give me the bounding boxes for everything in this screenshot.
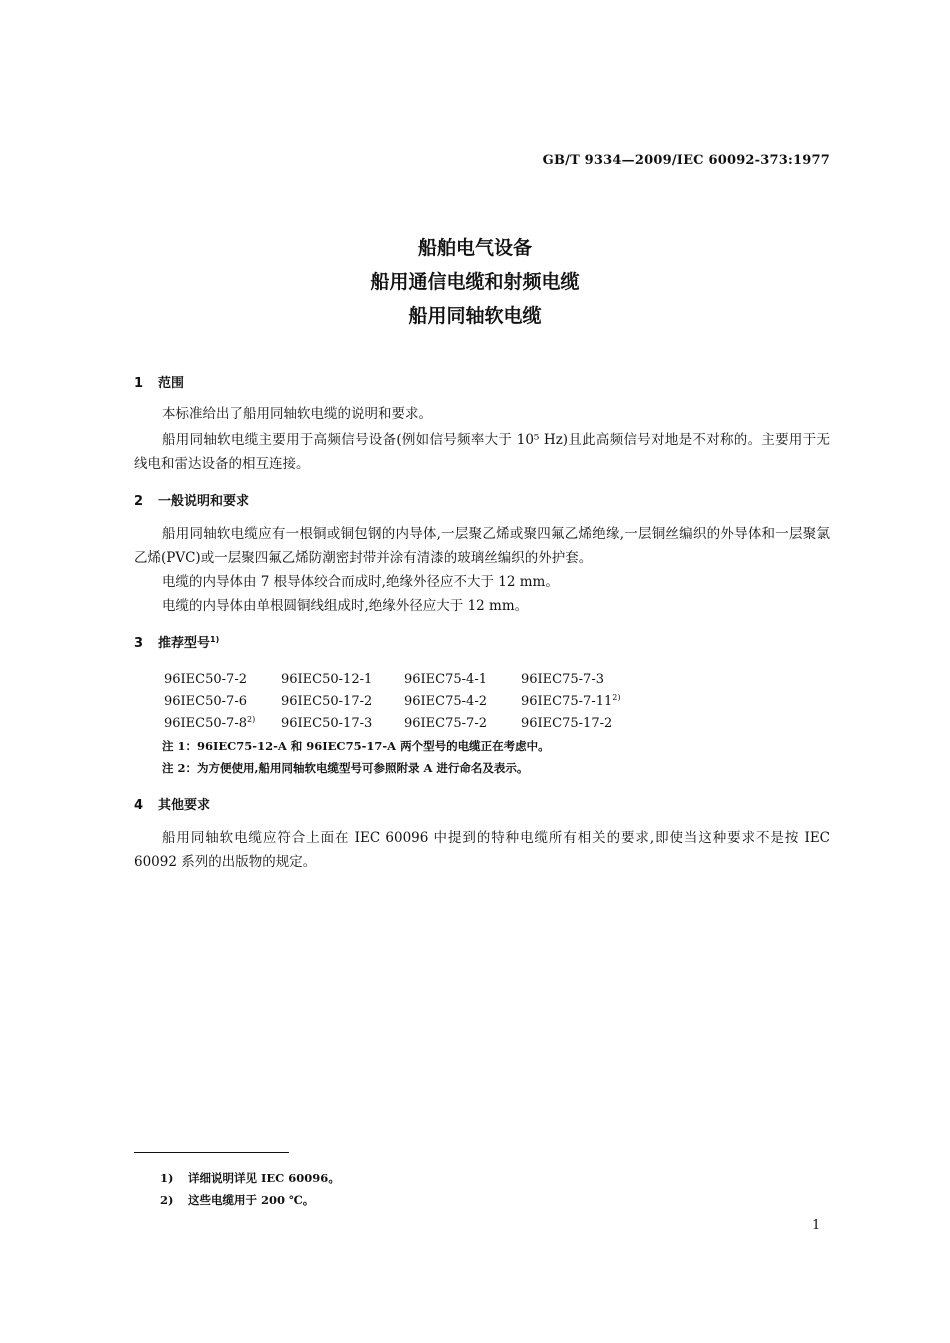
footnote-text: 这些电缆用于 200 ℃。 <box>188 1193 315 1207</box>
section-title: 其他要求 <box>158 798 211 813</box>
section-2-para-3: 电缆的内导体由单根圆铜线组成时,绝缘外径应大于 12 mm。 <box>162 598 529 614</box>
footnote-mark: 2) <box>160 1193 174 1207</box>
page-number: 1 <box>812 1218 821 1233</box>
model-cell: 96IEC50-7-2 <box>164 671 247 687</box>
note-1: 注 1：96IEC75-12-A 和 96IEC75-17-A 两个型号的电缆正在考虑中。 <box>162 739 550 753</box>
section-number: 2 <box>134 494 144 509</box>
section-1-para-1: 本标准给出了船用同轴软电缆的说明和要求。 <box>162 406 432 422</box>
model-cell: 96IEC75-4-2 <box>404 693 487 709</box>
model-label: 96IEC75-7-11 <box>521 694 613 709</box>
section-2-para-2: 电缆的内导体由 7 根导体绞合而成时,绝缘外径应不大于 12 mm。 <box>162 574 559 590</box>
footnote-ref: 2) <box>246 715 256 724</box>
model-cell <box>164 712 281 734</box>
model-table <box>164 668 641 734</box>
section-number: 4 <box>134 798 144 813</box>
note-2: 注 2：为方便使用,船用同轴软电缆型号可参照附录 A 进行命名及表示。 <box>162 761 529 775</box>
section-4-para-1: 船用同轴软电缆应符合上面在 IEC 60096 中提到的特种电缆所有相关的要求,即使当这种要求不是按 IEC 60092 系列的出版物的规定。 <box>134 830 830 870</box>
title-line-3: 船用同轴软电缆 <box>408 305 542 327</box>
model-cell: 96IEC50-17-3 <box>281 715 373 731</box>
section-1-para-2: 船用同轴软电缆主要用于高频信号设备(例如信号频率大于 10⁵ Hz)且此高频信号对地是不对称的。主要用于无线电和雷达设备的相互连接。 <box>134 432 830 472</box>
footnote-divider <box>134 1152 289 1153</box>
title-line-1: 船舶电气设备 <box>417 237 532 259</box>
model-cell: 96IEC50-12-1 <box>281 671 373 687</box>
section-2-heading <box>134 490 249 509</box>
footnote-ref: 2) <box>612 693 621 702</box>
title-line-2: 船用通信电缆和射频电缆 <box>370 271 580 293</box>
footnote-mark: 1) <box>160 1171 174 1185</box>
table-row <box>164 668 641 690</box>
model-cell: 96IEC50-17-2 <box>281 693 373 709</box>
model-cell <box>521 690 641 712</box>
section-3-heading <box>134 632 219 651</box>
footnote-2 <box>160 1192 314 1208</box>
section-title: 推荐型号 <box>158 636 211 651</box>
model-cell: 96IEC75-4-1 <box>404 671 487 687</box>
model-cell: 96IEC75-17-2 <box>521 715 613 731</box>
model-cell: 96IEC75-7-2 <box>404 715 487 731</box>
footnote-text: 详细说明详见 IEC 60096。 <box>188 1171 340 1185</box>
table-row <box>164 712 641 734</box>
standard-code: GB/T 9334—2009/IEC 60092-373:1977 <box>542 153 830 168</box>
footnote-1 <box>160 1170 340 1186</box>
section-title: 一般说明和要求 <box>158 494 250 509</box>
section-title: 范围 <box>158 376 185 391</box>
table-row <box>164 690 641 712</box>
footnote-ref: 1) <box>210 635 220 644</box>
section-number: 1 <box>134 376 144 391</box>
model-cell: 96IEC50-7-6 <box>164 693 247 709</box>
model-cell: 96IEC75-7-3 <box>521 671 604 687</box>
section-1-heading <box>134 372 184 391</box>
section-2-para-1: 船用同轴软电缆应有一根铜或铜包钢的内导体,一层聚乙烯或聚四氟乙烯绝缘,一层铜丝编织的外导体和一层聚氯乙烯(PVC)或一层聚四氟乙烯防潮密封带并涂有清漆的玻璃丝编织的外护套。 <box>134 526 830 566</box>
section-number: 3 <box>134 636 144 651</box>
model-label: 96IEC50-7-8 <box>164 716 247 731</box>
section-4-heading <box>134 794 210 813</box>
